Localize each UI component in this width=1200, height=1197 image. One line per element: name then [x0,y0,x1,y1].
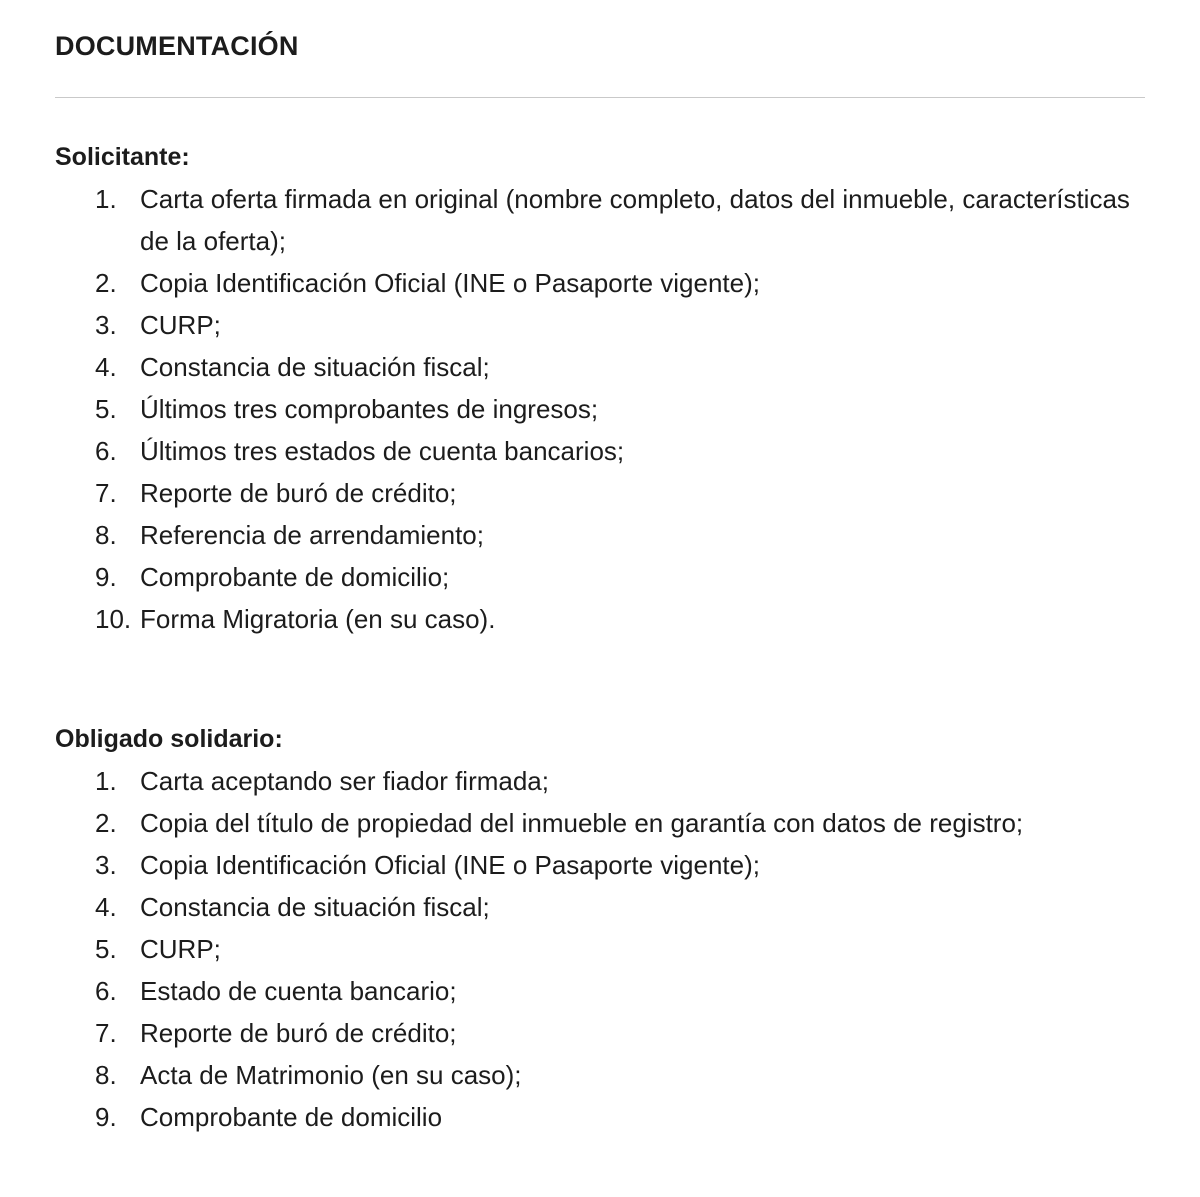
item-text: Comprobante de domicilio; [140,562,450,592]
item-text: Reporte de buró de crédito; [140,478,457,508]
item-number: 5. [95,394,117,424]
section-heading-obligado-solidario: Obligado solidario: [55,725,283,753]
item-text: Acta de Matrimonio (en su caso); [140,1060,522,1090]
item-text: Constancia de situación fiscal; [140,892,490,922]
list-item [95,388,1145,430]
page-title: DOCUMENTACIÓN [55,31,299,61]
list-item [95,430,1145,472]
item-text: Copia del título de propiedad del inmueble en garantía con datos de registro; [140,808,1024,838]
item-number: 1. [95,184,117,214]
item-text: Comprobante de domicilio [140,1102,443,1132]
item-text: Constancia de situación fiscal; [140,352,490,382]
item-text: Estado de cuenta bancario; [140,976,457,1006]
item-number: 4. [95,352,117,382]
item-text: Carta aceptando ser fiador firmada; [140,766,549,796]
item-number: 9. [95,1102,117,1132]
item-text: Reporte de buró de crédito; [140,1018,457,1048]
divider [55,97,1145,98]
item-number: 9. [95,562,117,592]
item-text: CURP; [140,310,221,340]
item-number: 10. [95,604,132,634]
list-item [95,514,1145,556]
solicitante-list [55,178,1145,640]
list-item [95,760,1145,802]
item-number: 5. [95,934,117,964]
item-number: 7. [95,1018,117,1048]
item-text: Referencia de arrendamiento; [140,520,484,550]
list-item [95,178,1145,262]
obligado-solidario-list [55,760,1145,1138]
list-item [95,1054,1145,1096]
item-number: 1. [95,766,117,796]
list-item [95,886,1145,928]
list-item [95,928,1145,970]
item-text: CURP; [140,934,221,964]
item-text: Copia Identificación Oficial (INE o Pasaporte vigente); [140,850,760,880]
list-item [95,844,1145,886]
item-number: 6. [95,976,117,1006]
item-text: Últimos tres estados de cuenta bancarios; [140,436,625,466]
section-heading-solicitante: Solicitante: [55,143,190,171]
list-item [95,472,1145,514]
item-text: Carta oferta firmada en original (nombre completo, datos del inmueble, características de la oferta); [140,184,1130,256]
item-text: Últimos tres comprobantes de ingresos; [140,394,599,424]
item-number: 2. [95,268,117,298]
list-item [95,598,1145,640]
list-item [95,556,1145,598]
item-number: 6. [95,436,117,466]
item-number: 8. [95,1060,117,1090]
item-number: 2. [95,808,117,838]
list-item [95,262,1145,304]
list-item [95,346,1145,388]
item-number: 3. [95,310,117,340]
list-item [95,1096,1145,1138]
item-number: 7. [95,478,117,508]
list-item [95,970,1145,1012]
list-item [95,304,1145,346]
item-number: 4. [95,892,117,922]
item-text: Forma Migratoria (en su caso). [140,604,496,634]
list-item [95,802,1145,844]
list-item [95,1012,1145,1054]
item-text: Copia Identificación Oficial (INE o Pasaporte vigente); [140,268,760,298]
item-number: 3. [95,850,117,880]
item-number: 8. [95,520,117,550]
